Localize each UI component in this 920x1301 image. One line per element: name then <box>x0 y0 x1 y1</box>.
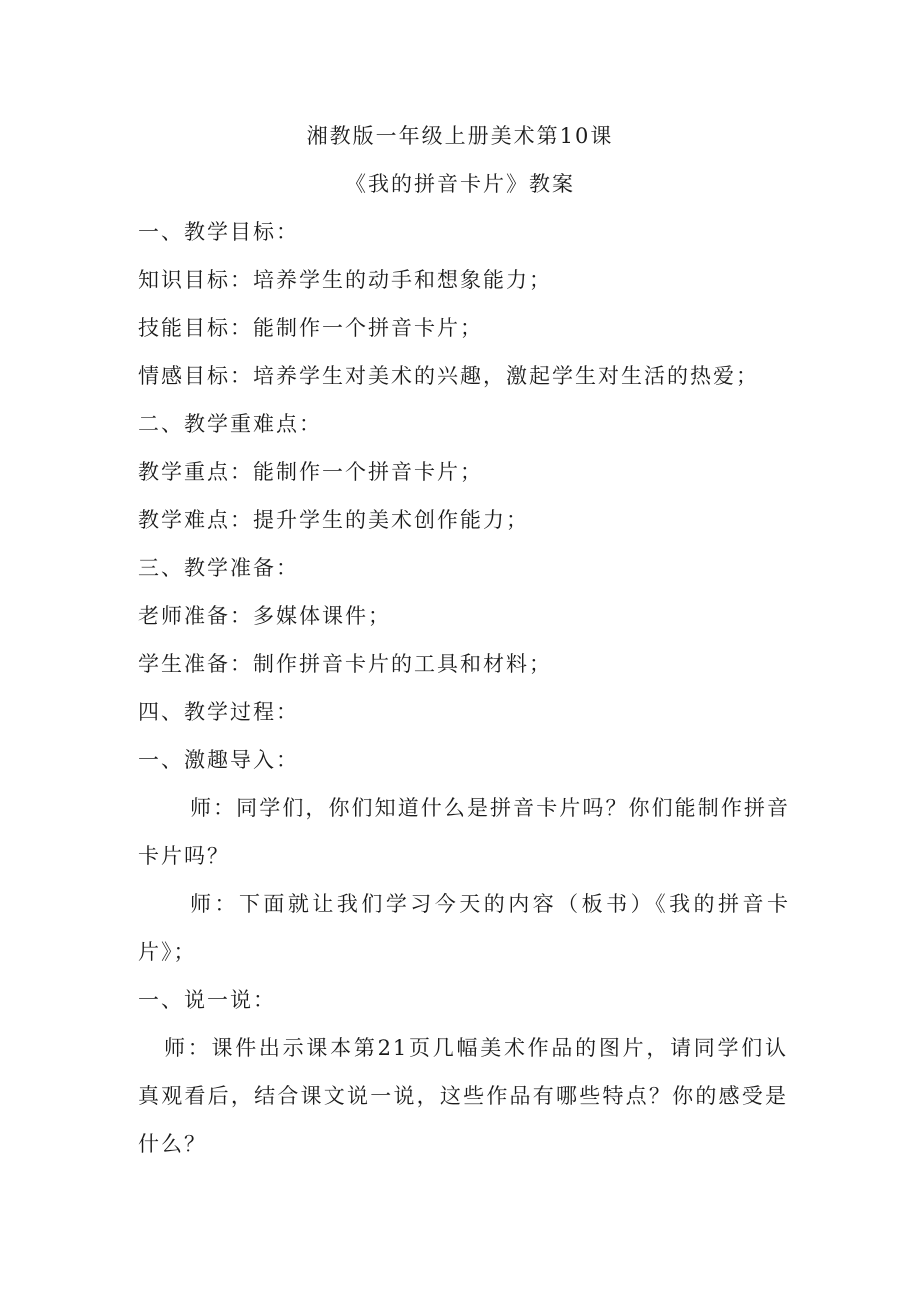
section-heading-objectives: 一、教学目标： <box>138 220 299 244</box>
text-line: 知识目标：培养学生的动手和想象能力； <box>138 268 552 292</box>
paragraph-line: 片》； <box>138 940 197 964</box>
section-heading-preparation: 三、教学准备： <box>138 556 299 580</box>
text-line: 学生准备：制作拼音卡片的工具和材料； <box>138 652 552 676</box>
document-subtitle: 《我的拼音卡片》教案 <box>345 172 575 196</box>
text-line: 老师准备：多媒体课件； <box>138 604 391 628</box>
section-heading-process: 四、教学过程： <box>138 700 299 724</box>
subsection-heading-discuss: 一、说一说： <box>138 988 276 1012</box>
paragraph-line: 真观看后，结合课文说一说，这些作品有哪些特点？你的感受是 <box>138 1084 788 1108</box>
paragraph-line: 师：同学们，你们知道什么是拼音卡片吗？你们能制作拼音 <box>190 796 790 820</box>
text-line: 技能目标：能制作一个拼音卡片； <box>138 316 483 340</box>
paragraph-line: 师：课件出示课本第21页几幅美术作品的图片，请同学们认 <box>164 1036 788 1060</box>
document-title: 湘教版一年级上册美术第10课 <box>306 124 614 148</box>
subsection-heading-intro: 一、激趣导入： <box>138 748 299 772</box>
text-line: 教学难点：提升学生的美术创作能力； <box>138 508 529 532</box>
paragraph-line: 师：下面就让我们学习今天的内容（板书）《我的拼音卡 <box>190 892 790 916</box>
text-line: 情感目标：培养学生对美术的兴趣，激起学生对生活的热爱； <box>138 364 759 388</box>
paragraph-line: 什么？ <box>138 1132 207 1156</box>
text-line: 教学重点：能制作一个拼音卡片； <box>138 460 483 484</box>
section-heading-key-points: 二、教学重难点： <box>138 412 322 436</box>
paragraph-line: 卡片吗？ <box>138 844 230 868</box>
